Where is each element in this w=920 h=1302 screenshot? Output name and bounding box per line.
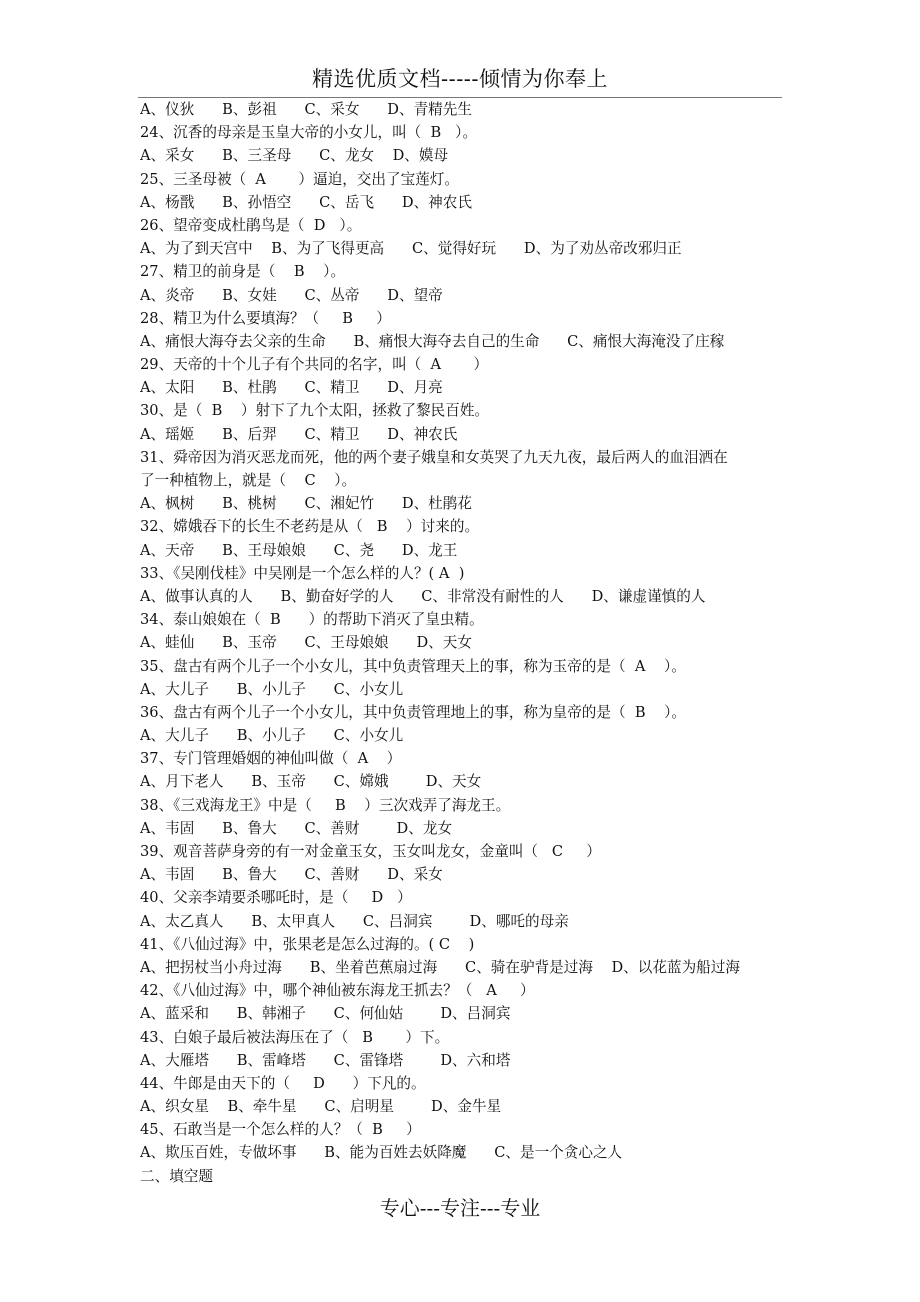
question-line: 43、白娘子最后被法海压在了（ B ）下。 (140, 1028, 450, 1046)
answer-options-line: A、欺压百姓，专做坏事 B、能为百姓去妖降魔 C、是一个贪心之人 (140, 1144, 623, 1162)
question-line: 31、舜帝因为消灭恶龙而死，他的两个妻子娥皇和女英哭了九天九夜，最后两人的血泪洒在 (140, 448, 728, 466)
answer-options-line: A、太乙真人 B、太甲真人 C、吕洞宾 D、哪吒的母亲 (140, 912, 569, 930)
answer-options-line: A、蓝采和 B、韩湘子 C、何仙姑 D、吕洞宾 (140, 1005, 511, 1023)
answer-options-line: A、大雁塔 B、雷峰塔 C、雷锋塔 D、六和塔 (140, 1051, 511, 1069)
question-line: 41、《八仙过海》中，张果老是怎么过海的。( C ) (140, 935, 475, 953)
question-line: 44、牛郎是由天下的（ D ）下凡的。 (140, 1074, 426, 1092)
answer-options-line: A、大儿子 B、小儿子 C、小女儿 (140, 727, 404, 745)
question-line: 27、精卫的前身是（ B ）。 (140, 263, 346, 281)
answer-options-line: A、蛙仙 B、玉帝 C、王母娘娘 D、天女 (140, 634, 472, 652)
answer-options-line: A、织女星 B、牵牛星 C、启明星 D、金牛星 (140, 1098, 502, 1116)
answer-options-line: A、瑶姬 B、后羿 C、精卫 D、神农氏 (140, 425, 458, 443)
answer-options-line: A、为了到天宫中 B、为了飞得更高 C、觉得好玩 D、为了劝丛帝改邪归正 (140, 240, 682, 258)
question-line: 25、三圣母被（ A ）逼迫，交出了宝莲灯。 (140, 170, 459, 188)
question-line: 45、石敢当是一个怎么样的人？（ B ） (140, 1121, 421, 1139)
question-line: 30、是（ B ）射下了九个太阳，拯救了黎民百姓。 (140, 402, 490, 420)
answer-options-line: A、痛恨大海夺去父亲的生命 B、痛恨大海夺去自己的生命 C、痛恨大海淹没了庄稼 (140, 332, 725, 350)
answer-options-line: A、大儿子 B、小儿子 C、小女儿 (140, 680, 404, 698)
answer-options-line: A、仪狄 B、彭祖 C、采女 D、青精先生 (140, 101, 472, 118)
question-line: 32、嫦娥吞下的长生不老药是从（ B ）讨来的。 (140, 518, 480, 536)
answer-options-line: A、炎帝 B、女娃 C、丛帝 D、望帝 (140, 286, 443, 304)
question-line: 了一种植物上，就是（ C ）。 (140, 472, 357, 489)
question-line: 二、填空题 (140, 1167, 213, 1185)
answer-options-line: A、把拐杖当小舟过海 B、坐着芭蕉扇过海 C、骑在驴背是过海 D、以花蓝为船过海 (140, 958, 740, 976)
question-line: 36、盘古有两个儿子一个小女儿，其中负责管理地上的事，称为皇帝的是（ B ）。 (140, 703, 687, 721)
answer-options-line: A、韦固 B、鲁大 C、善财 D、龙女 (140, 819, 453, 837)
question-line: 28、精卫为什么要填海？（ B ） (140, 309, 391, 327)
answer-options-line: A、杨戬 B、孙悟空 C、岳飞 D、神农氏 (140, 193, 472, 211)
question-line: 24、沉香的母亲是玉皇大帝的小女儿，叫（ B ）。 (140, 124, 478, 142)
answer-options-line: A、做事认真的人 B、勤奋好学的人 C、非常没有耐性的人 D、谦虚谨慎的人 (140, 587, 706, 605)
question-line: 39、观音菩萨身旁的有一对金童玉女，玉女叫龙女，金童叫（ C ） (140, 843, 601, 860)
answer-options-line: A、枫树 B、桃树 C、湘妃竹 D、杜鹃花 (140, 495, 472, 513)
question-line: 29、天帝的十个儿子有个共同的名字，叫（ A ） (140, 356, 489, 374)
question-line: 34、泰山娘娘在（ B ）的帮助下消灭了皇虫精。 (140, 611, 484, 629)
question-line: 38、《三戏海龙王》中是（ B ）三次戏弄了海龙王。 (140, 796, 511, 814)
page-header: 精选优质文档-----倾情为你奉上 (312, 67, 608, 91)
question-line: 33、《吴刚伐桂》中吴刚是一个怎么样的人？( A ) (140, 564, 465, 582)
page-footer: 专心---专注---专业 (379, 1196, 541, 1220)
answer-options-line: A、月下老人 B、玉帝 C、嫦娥 D、天女 (140, 773, 482, 791)
answer-options-line: A、太阳 B、杜鹃 C、精卫 D、月亮 (140, 379, 443, 397)
question-line: 37、专门管理婚姻的神仙叫做（ A ） (140, 750, 402, 768)
question-line: 40、父亲李靖要杀哪吒时，是（ D ） (140, 889, 412, 907)
answer-options-line: A、天帝 B、王母娘娘 C、尧 D、龙王 (140, 541, 458, 559)
question-line: 35、盘古有两个儿子一个小女儿，其中负责管理天上的事，称为玉帝的是（ A ）。 (140, 657, 686, 675)
question-list (140, 98, 790, 1188)
question-line: 42、《八仙过海》中，哪个神仙被东海龙王抓去？（ A ） (140, 982, 535, 1000)
answer-options-line: A、采女 B、三圣母 C、龙女 D、嫫母 (140, 147, 449, 165)
answer-options-line: A、韦固 B、鲁大 C、善财 D、采女 (140, 866, 443, 884)
question-line: 26、望帝变成杜鹃鸟是（ D ）。 (140, 216, 362, 234)
